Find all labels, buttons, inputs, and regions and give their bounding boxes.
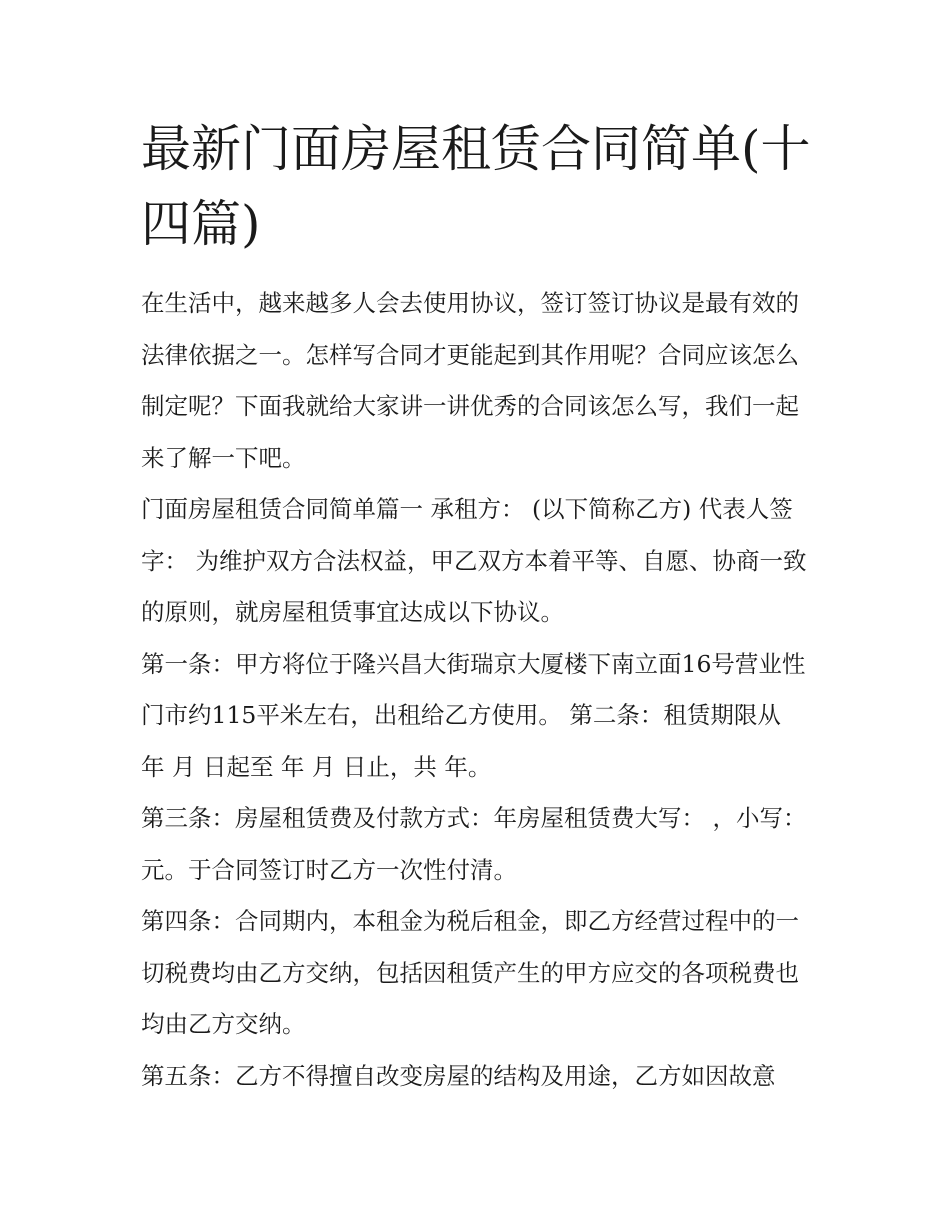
- paragraph-article-1-2: 第一条：甲方将位于隆兴昌大街瑞京大厦楼下南立面16号营业性门市约115平米左右，出租给乙方使用。 第二条：租赁期限从 年 月 日起至 年 月 日止，共 年。: [141, 649, 806, 781]
- paragraph-article-4: 第四条：合同期内，本租金为税后租金，即乙方经营过程中的一切税费均由乙方交纳，包括因租赁产生的甲方应交的各项税费也均由乙方交纳。: [141, 907, 799, 1038]
- paragraph-intro: 在生活中，越来越多人会去使用协议，签订签订协议是最有效的法律依据之一。怎样写合同才更能起到其作用呢？合同应该怎么制定呢？下面我就给大家讲一讲优秀的合同该怎么写，我们一起来了解一下吧。: [141, 289, 799, 472]
- paragraph-article-3: 第三条：房屋租赁费及付款方式：年房屋租赁费大写： ，小写： 元。于合同签订时乙方一次性付清。: [141, 804, 807, 884]
- document-page: [141, 112, 811, 1102]
- paragraph-parties: 门面房屋租赁合同简单篇一 承租方： (以下简称乙方) 代表人签字： 为维护双方合法权益，甲乙双方本着平等、自愿、协商一致的原则，就房屋租赁事宜达成以下协议。: [141, 495, 807, 626]
- paragraph-article-5: 第五条：乙方不得擅自改变房屋的结构及用途，乙方如因故意: [141, 1061, 776, 1090]
- document-title: 最新门面房屋租赁合同简单(十四篇): [141, 120, 811, 253]
